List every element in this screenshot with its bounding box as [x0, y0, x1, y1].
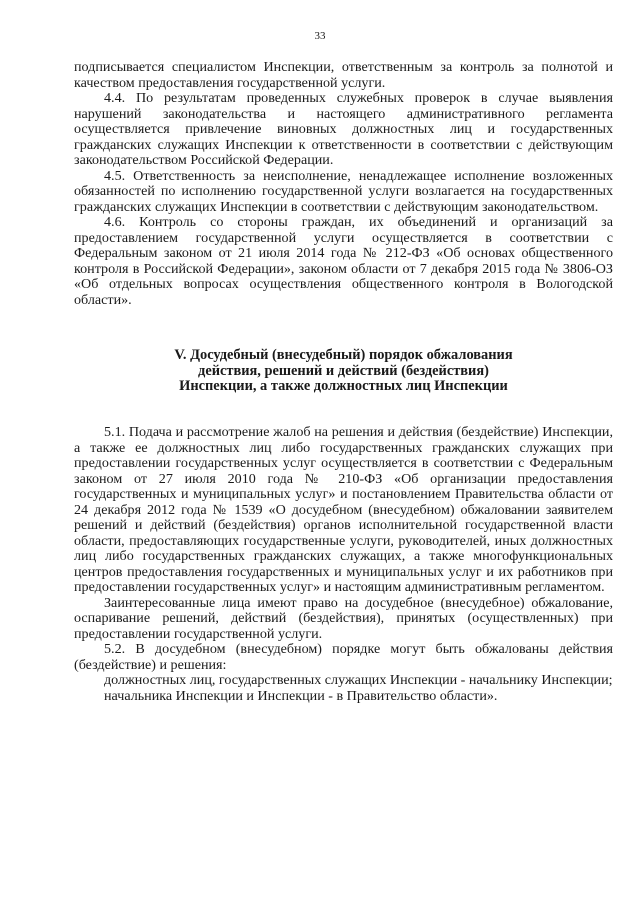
section-heading-line-3: Инспекции, а также должностных лиц Инспекции [179, 378, 508, 395]
paragraph-4-6: 4.6. Контроль со стороны граждан, их объединений и организаций за предоставлением государственной услуги осуществляется в соответствии с Федеральным законом от 21 июля 2014 года № 212-ФЗ «Об основах общественного контроля в Российской Федерации», законом области от 7 декабря 2015 года № 3806-ОЗ «Об отдельных вопросах осуществления общественного контроля в Вологодской области». [74, 214, 613, 308]
paragraph-4-5: 4.5. Ответственность за неисполнение, ненадлежащее исполнение возложенных обязанностей по исполнению государственной услуги возлагается на государственных гражданских служащих Инспекции в соответствии с действующим законодательством. [74, 167, 613, 215]
paragraph-5-1: 5.1. Подача и рассмотрение жалоб на решения и действия (бездействие) Инспекции, а также ее должностных лиц либо государственных гражданских служащих при предоставлении государственных услуг осуществляется в соответствии с Федеральным законом от 27 июля 2010 года № 210-ФЗ «Об организации предоставления государственных и муниципальных услуг» и постановлением Правительства области от 24 декабря 2012 года № 1539 «О досудебном (внесудебном) обжаловании заявителем решений и действий (бездействия) органов исполнительной государственной власти области, предоставляющих государственные услуги, руководителей, иных должностных лиц либо государственных гражданских служащих, а также многофункциональных центров предоставления государственных и муниципальных услуг и их работников при предоставлении государственных услуг» и настоящим административным регламентом. [74, 424, 613, 596]
paragraph-continuation: подписывается специалистом Инспекции, ответственным за контроль за полнотой и качеством предоставления государственной услуги. [74, 59, 613, 91]
paragraph-interested-persons: Заинтересованные лица имеют право на досудебное (внесудебное) обжалование, оспаривание решений, действий (бездействия), принятых (осуществленных) при предоставлении государственной услуги. [74, 594, 613, 642]
paragraph-4-4: 4.4. По результатам проведенных служебных проверок в случае выявления нарушений законодательства и настоящего административного регламента осуществляется привлечение виновных должностных лиц и государственных гражданских служащих Инспекции к ответственности в соответствии с действующим законодательством Российской Федерации. [74, 90, 613, 168]
paragraph-5-2: 5.2. В досудебном (внесудебном) порядке могут быть обжалованы действия (бездействие) и решения: [74, 641, 613, 673]
page-content [74, 60, 613, 704]
section-heading-line-1: V. Досудебный (внесудебный) порядок обжалования [174, 347, 513, 363]
section-heading [74, 348, 613, 395]
page-number: 33 [314, 30, 326, 42]
paragraph-5-2-item-2: начальника Инспекции и Инспекции - в Правительство области». [104, 687, 498, 704]
section-heading-line-2: действия, решений и действий (бездействия) [198, 362, 489, 379]
paragraph-5-2-item-1: должностных лиц, государственных служащих Инспекции - начальнику Инспекции; [104, 672, 613, 689]
